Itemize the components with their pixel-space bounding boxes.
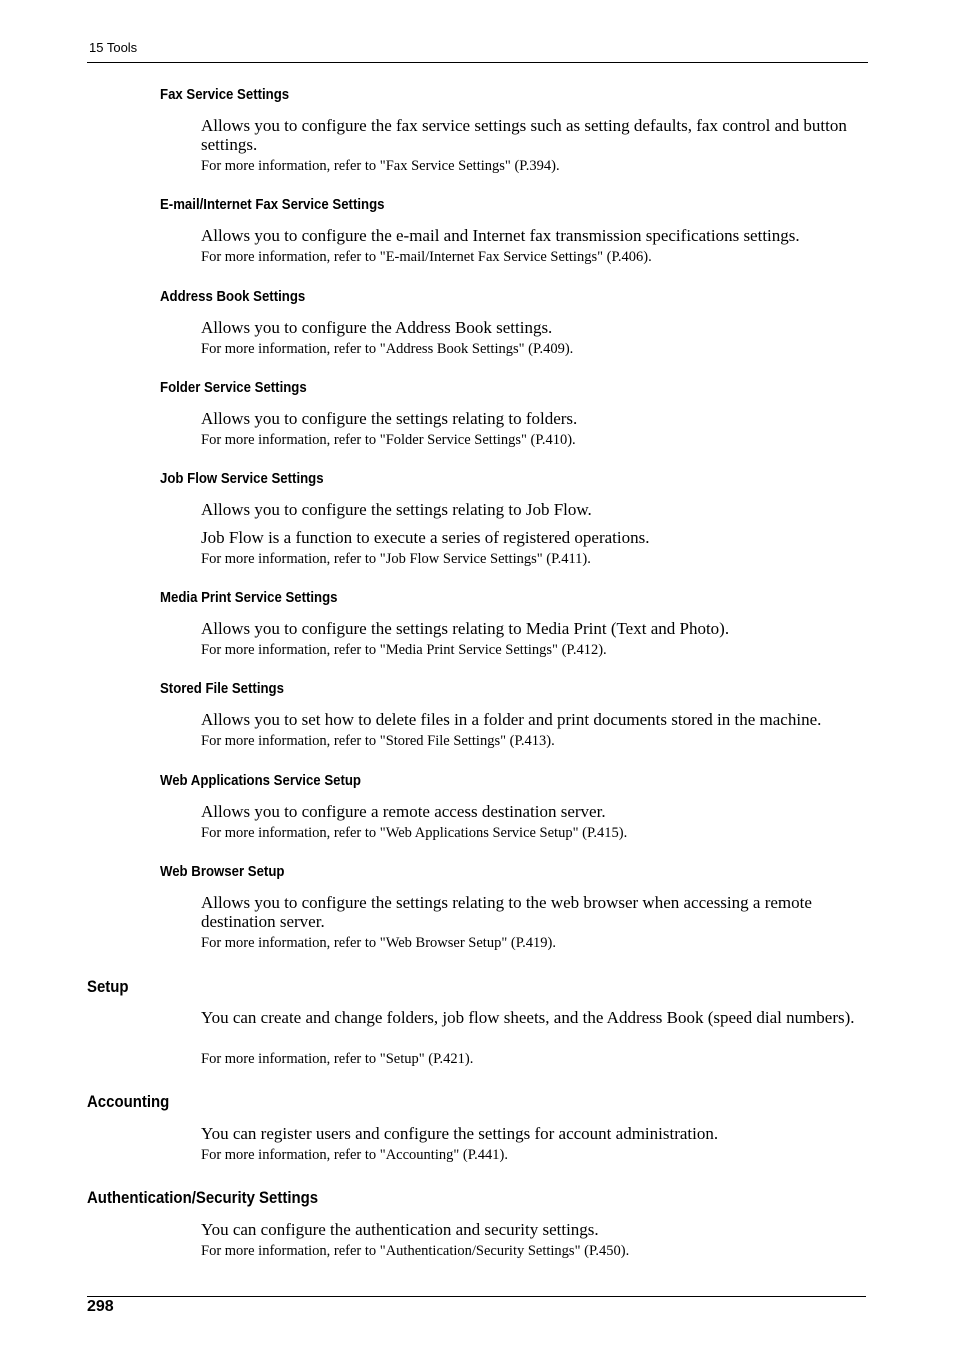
- footer-divider: [87, 1296, 866, 1297]
- section-description: Allows you to set how to delete files in a folder and print documents stored in the machine.: [201, 710, 822, 729]
- section-description: Job Flow is a function to execute a series of registered operations.: [201, 528, 650, 547]
- section-heading-folder-service-settings: Folder Service Settings: [160, 379, 307, 396]
- page-number: 298: [87, 1298, 114, 1315]
- reference-link[interactable]: For more information, refer to "Accounting" (P.441).: [201, 1147, 509, 1163]
- section-description: You can create and change folders, job flow sheets, and the Address Book (speed dial numbers).: [201, 1008, 855, 1027]
- section-description: Allows you to configure a remote access destination server.: [201, 802, 606, 821]
- section-heading-setup: Setup: [87, 977, 129, 996]
- section-description: Allows you to configure the fax service settings such as setting defaults, fax control and button settings.: [201, 116, 847, 154]
- reference-link[interactable]: For more information, refer to "Setup" (P.421).: [201, 1051, 474, 1067]
- reference-link[interactable]: For more information, refer to "Media Print Service Settings" (P.412).: [201, 642, 607, 658]
- reference-link[interactable]: For more information, refer to "Authentication/Security Settings" (P.450).: [201, 1243, 630, 1259]
- section-description: Allows you to configure the settings relating to Media Print (Text and Photo).: [201, 619, 730, 638]
- section-heading-authentication-security-settings: Authentication/Security Settings: [87, 1188, 319, 1207]
- header-divider: [87, 62, 868, 63]
- section-description: You can configure the authentication and security settings.: [201, 1220, 599, 1239]
- reference-link[interactable]: For more information, refer to "Web Applications Service Setup" (P.415).: [201, 825, 628, 841]
- reference-link[interactable]: For more information, refer to "Fax Service Settings" (P.394).: [201, 158, 560, 174]
- section-heading-media-print-service-settings: Media Print Service Settings: [160, 589, 338, 606]
- section-description: Allows you to configure the settings relating to Job Flow.: [201, 500, 592, 519]
- section-description: Allows you to configure the settings relating to folders.: [201, 409, 578, 428]
- reference-link[interactable]: For more information, refer to "Stored File Settings" (P.413).: [201, 733, 555, 749]
- section-description: Allows you to configure the settings relating to the web browser when accessing a remote destination server.: [201, 893, 812, 931]
- section-heading-job-flow-service-settings: Job Flow Service Settings: [160, 470, 324, 487]
- section-description: Allows you to configure the e-mail and Internet fax transmission specifications settings.: [201, 226, 800, 245]
- chapter-header: 15 Tools: [89, 40, 138, 55]
- reference-link[interactable]: For more information, refer to "Address Book Settings" (P.409).: [201, 341, 574, 357]
- reference-link[interactable]: For more information, refer to "Web Browser Setup" (P.419).: [201, 935, 556, 951]
- reference-link[interactable]: For more information, refer to "E-mail/Internet Fax Service Settings" (P.406).: [201, 249, 652, 265]
- section-heading-web-applications-service-setup: Web Applications Service Setup: [160, 772, 361, 789]
- section-heading-fax-service-settings: Fax Service Settings: [160, 86, 290, 103]
- section-heading-web-browser-setup: Web Browser Setup: [160, 863, 285, 880]
- section-description: Allows you to configure the Address Book settings.: [201, 318, 553, 337]
- section-description: You can register users and configure the settings for account administration.: [201, 1124, 719, 1143]
- section-heading-stored-file-settings: Stored File Settings: [160, 680, 284, 697]
- reference-link[interactable]: For more information, refer to "Job Flow Service Settings" (P.411).: [201, 551, 591, 567]
- section-heading-accounting: Accounting: [87, 1092, 170, 1111]
- section-heading-email-internet-fax-settings: E-mail/Internet Fax Service Settings: [160, 196, 385, 213]
- reference-link[interactable]: For more information, refer to "Folder Service Settings" (P.410).: [201, 432, 576, 448]
- section-heading-address-book-settings: Address Book Settings: [160, 288, 306, 305]
